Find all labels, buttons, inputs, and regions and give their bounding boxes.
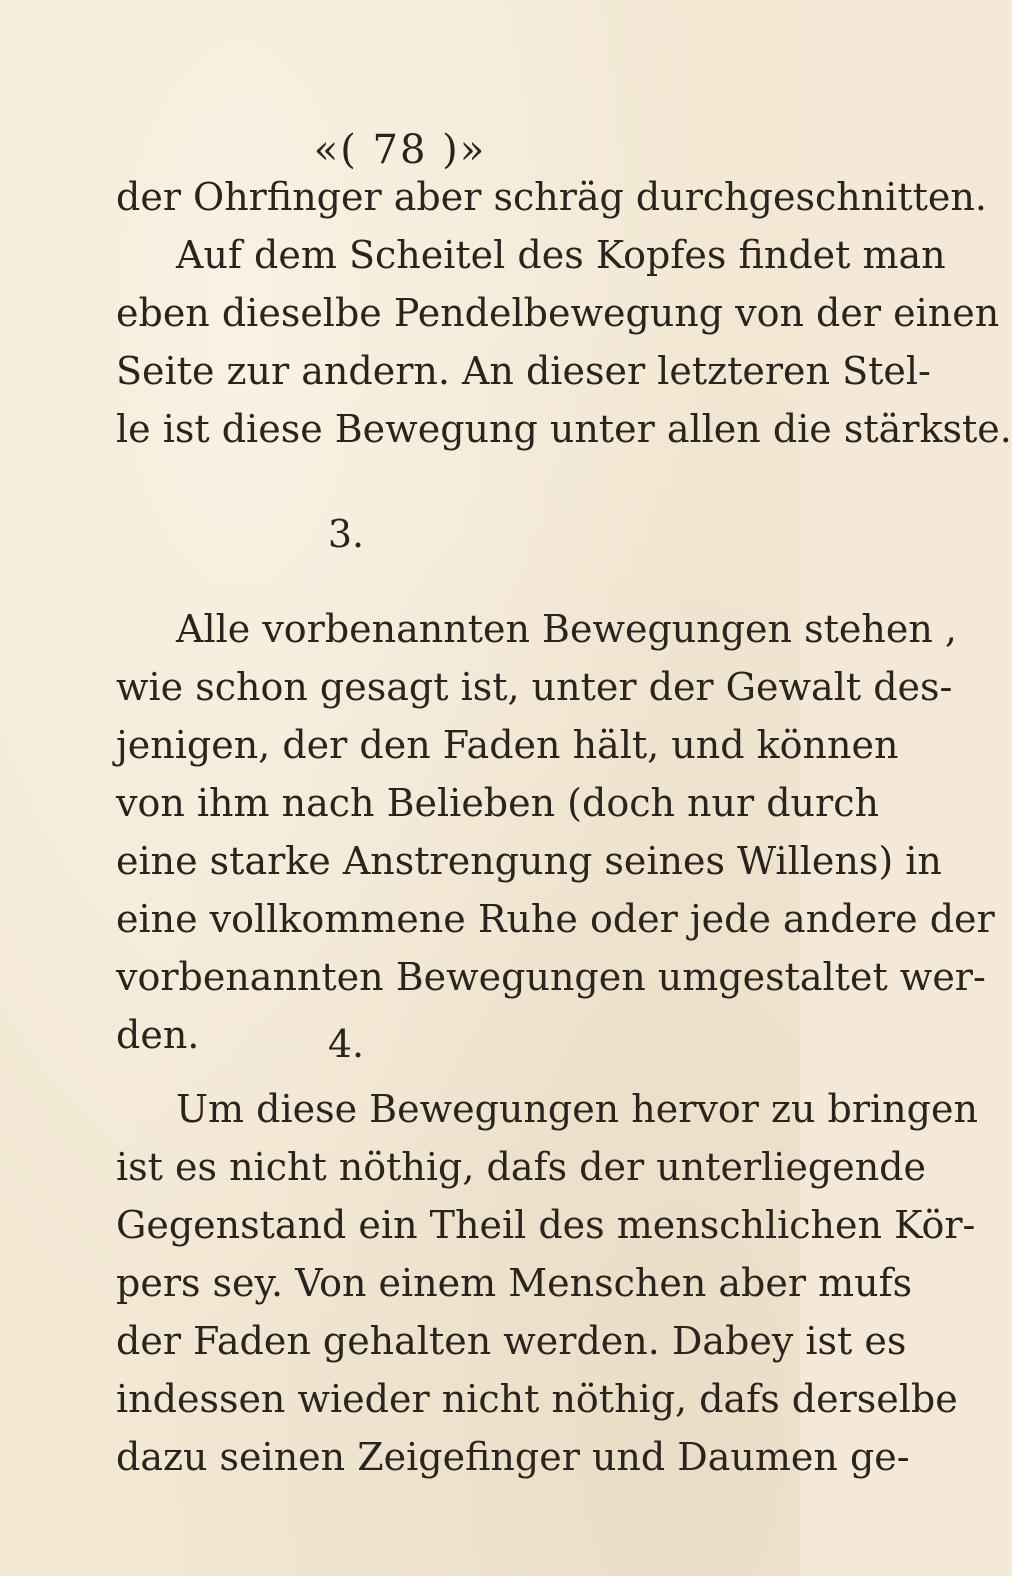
text-line: der Ohrfinger aber schräg durchgeschnitten.	[116, 175, 987, 219]
paragraph-2	[116, 600, 995, 1064]
text-line: Auf dem Scheitel des Kopfes findet man	[176, 233, 946, 277]
text-line: wie schon gesagt ist, unter der Gewalt des-	[116, 665, 953, 709]
text-line: eben dieselbe Pendelbewegung von der einen	[116, 291, 1000, 335]
text-line: dazu seinen Zeigefinger und Daumen ge-	[116, 1435, 910, 1479]
text-line: eine starke Anstrengung seines Willens) in	[116, 839, 942, 883]
text-line: den.	[116, 1013, 200, 1057]
paragraph-3	[116, 1080, 978, 1486]
text-line: indessen wieder nicht nöthig, dafs derselbe	[116, 1377, 958, 1421]
text-line: Alle vorbenannten Bewegungen stehen ,	[176, 607, 957, 651]
text-line: von ihm nach Belieben (doch nur durch	[116, 781, 879, 825]
text-line: Um diese Bewegungen hervor zu bringen	[176, 1087, 978, 1131]
text-line: Gegenstand ein Theil des menschlichen Kör-	[116, 1203, 976, 1247]
text-line: jenigen, der den Faden hält, und können	[116, 723, 899, 767]
text-line: pers sey. Von einem Menschen aber mufs	[116, 1261, 913, 1305]
section-number-3: 3.	[327, 512, 365, 556]
text-line: der Faden gehalten werden. Dabey ist es	[116, 1319, 907, 1363]
text-line: eine vollkommene Ruhe oder jede andere der	[116, 897, 995, 941]
page-header-number: «( 78 )»	[313, 127, 487, 173]
text-line: ist es nicht nöthig, dafs der unterliegende	[116, 1145, 926, 1189]
paragraph-1	[116, 168, 1012, 458]
text-line: vorbenannten Bewegungen umgestaltet wer-	[116, 955, 986, 999]
text-line: Seite zur andern. An dieser letzteren Stel-	[116, 349, 931, 393]
section-number-4: 4.	[327, 1022, 365, 1066]
text-line: le ist diese Bewegung unter allen die stärkste.	[116, 407, 1012, 451]
